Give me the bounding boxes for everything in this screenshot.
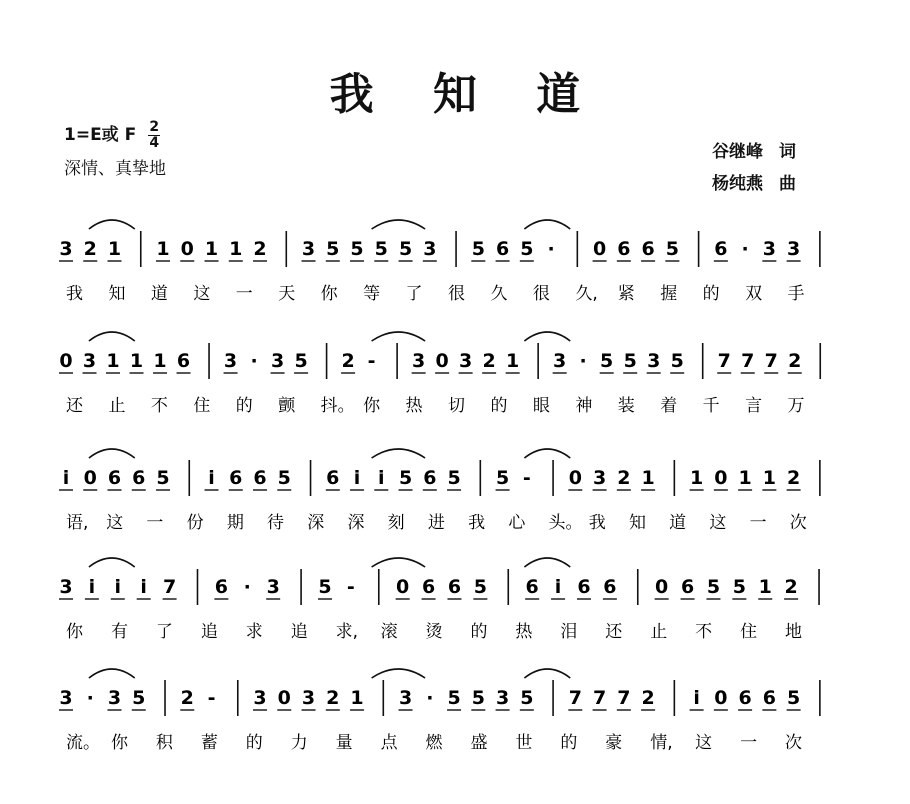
note: 6 — [176, 350, 191, 372]
note: · — [250, 350, 258, 372]
note: 0 — [277, 687, 291, 709]
note: 6 — [525, 576, 539, 598]
note: i — [114, 576, 122, 598]
lyric: 情, — [650, 733, 673, 753]
note: i — [378, 467, 385, 489]
lyric: 不 — [695, 622, 713, 642]
slur — [89, 332, 135, 341]
note: · — [426, 687, 434, 709]
system-4 — [52, 558, 819, 642]
system-3 — [52, 449, 820, 533]
lyrics-row — [66, 622, 802, 642]
lyric: 抖。 — [320, 396, 355, 416]
lyric: 住 — [193, 396, 211, 416]
note: 5 — [156, 467, 170, 489]
note: 1 — [106, 350, 120, 372]
note: 7 — [568, 687, 582, 709]
lyric: 紧 — [617, 284, 635, 304]
slur — [89, 558, 135, 567]
note: 5 — [294, 350, 308, 372]
notes-row — [52, 558, 819, 607]
lyric: 量 — [335, 733, 353, 753]
lyric: 盛 — [470, 733, 488, 753]
lyric: 等 — [363, 284, 381, 304]
lyric: 的 — [235, 396, 253, 416]
note: 5 — [398, 238, 413, 260]
lyric: 的 — [245, 733, 263, 753]
lyric: 我 — [66, 284, 83, 304]
note: 7 — [617, 687, 631, 709]
notes-row — [52, 220, 820, 269]
note: 0 — [83, 467, 97, 489]
note: 2 — [641, 687, 655, 709]
note: 3 — [266, 576, 280, 598]
note: 2 — [326, 687, 340, 709]
note: 2 — [482, 350, 496, 372]
note: 5 — [520, 238, 534, 260]
note: 5 — [350, 238, 364, 260]
note: 0 — [568, 467, 582, 489]
slur — [372, 669, 425, 678]
note: 0 — [180, 238, 194, 260]
lyric: 求 — [245, 622, 263, 642]
lyric: 蓄 — [200, 733, 218, 753]
lyric: 眼 — [532, 396, 550, 416]
note: 1 — [156, 238, 170, 260]
note: i — [88, 576, 96, 598]
note: 1 — [350, 687, 364, 709]
note: 1 — [689, 467, 704, 489]
note: 7 — [592, 687, 607, 709]
note: 3 — [253, 687, 267, 709]
lyric: 待 — [267, 513, 285, 533]
note: 3 — [59, 238, 73, 260]
lyric: 次 — [785, 733, 803, 753]
lyric: 止 — [108, 396, 126, 416]
note: 6 — [421, 576, 436, 598]
note: 5 — [520, 687, 534, 709]
note: 0 — [592, 238, 607, 260]
note: 3 — [423, 238, 437, 260]
note: 1 — [229, 238, 243, 260]
lyric: 份 — [186, 513, 204, 533]
lyric: 了 — [405, 284, 423, 304]
time-sig-top: 2 — [149, 118, 160, 135]
lyric: 刻 — [387, 513, 405, 533]
note: - — [522, 467, 531, 489]
note: 3 — [398, 687, 413, 709]
lyric: 力 — [290, 733, 308, 753]
lyric: 豪 — [605, 733, 623, 753]
lyric: 了 — [155, 622, 173, 642]
lyric: 很 — [532, 284, 550, 304]
note: 5 — [732, 576, 746, 598]
note: - — [346, 576, 355, 598]
system-2 — [52, 332, 820, 416]
lyric: 知 — [108, 284, 126, 304]
note: 6 — [738, 687, 752, 709]
slur — [524, 669, 570, 678]
note: 3 — [107, 687, 122, 709]
note: 7 — [764, 350, 778, 372]
lyric: 一 — [235, 284, 253, 304]
note: i — [693, 687, 700, 709]
lyric: 追 — [290, 622, 308, 642]
note: 2 — [787, 467, 801, 489]
note: 5 — [326, 238, 340, 260]
note: 1 — [506, 350, 520, 372]
note: 6 — [617, 238, 631, 260]
note: 2 — [788, 350, 802, 372]
note: 3 — [301, 687, 316, 709]
note: · — [741, 238, 749, 260]
lyric: 点 — [380, 733, 398, 753]
slur — [524, 558, 570, 567]
lyric: 深 — [307, 513, 325, 533]
lyric: 次 — [789, 513, 807, 533]
lyric: 你 — [363, 396, 381, 416]
note: 0 — [714, 467, 728, 489]
note: · — [86, 687, 94, 709]
note: 5 — [473, 576, 487, 598]
note: 3 — [762, 238, 776, 260]
slur — [524, 332, 570, 341]
time-sig-bottom: 4 — [149, 134, 160, 151]
lyric: 这 — [709, 513, 727, 533]
note: 5 — [471, 687, 485, 709]
note: 6 — [603, 576, 617, 598]
note: 1 — [738, 467, 752, 489]
lyric: 这 — [695, 733, 713, 753]
lyric: 心 — [508, 513, 526, 533]
note: - — [367, 350, 376, 372]
lyric: 你 — [320, 284, 338, 304]
lyric: 手 — [787, 284, 805, 304]
note: 7 — [162, 576, 177, 598]
lyric: 久 — [490, 284, 508, 304]
note: 3 — [223, 350, 238, 372]
note: 2 — [253, 238, 267, 260]
slur — [89, 449, 135, 458]
lyric: 流。 — [66, 733, 100, 753]
note: 7 — [717, 350, 731, 372]
lyric: 我 — [588, 513, 606, 533]
note: 6 — [132, 467, 146, 489]
lyric: 着 — [660, 396, 678, 416]
lyric: 积 — [155, 733, 173, 753]
lyric: 言 — [745, 396, 763, 416]
note: 6 — [326, 467, 340, 489]
slur — [372, 220, 425, 229]
lyric: 我 — [468, 513, 486, 533]
lyric: 止 — [650, 622, 668, 642]
note: - — [207, 687, 216, 709]
lyric: 装 — [617, 396, 635, 416]
note: 5 — [623, 350, 637, 372]
composer-role: 曲 — [779, 174, 796, 194]
note: 5 — [374, 238, 388, 260]
lyric: 不 — [150, 396, 168, 416]
lyric: 你 — [110, 733, 128, 753]
lyric: 滚 — [380, 622, 398, 642]
note: 6 — [447, 576, 462, 598]
note: 0 — [59, 350, 73, 372]
note: 3 — [495, 687, 510, 709]
slur — [372, 332, 425, 341]
note: 2 — [180, 687, 194, 709]
lyric: 热 — [405, 396, 423, 416]
note: 2 — [617, 467, 631, 489]
lyric: 追 — [200, 622, 218, 642]
lyric: 的 — [470, 622, 488, 642]
note: 1 — [153, 350, 167, 372]
lyricist-role: 词 — [779, 142, 796, 162]
note: 1 — [758, 576, 772, 598]
note: 5 — [787, 687, 801, 709]
note: 0 — [655, 576, 669, 598]
lyric: 切 — [448, 396, 465, 416]
note: i — [140, 576, 147, 598]
lyric: 还 — [66, 396, 83, 416]
note: · — [579, 350, 587, 372]
system-1 — [52, 220, 820, 304]
slur — [372, 558, 425, 567]
lyric: 这 — [193, 284, 211, 304]
lyric: 一 — [740, 733, 758, 753]
note: 7 — [741, 350, 755, 372]
composer-name: 杨纯燕 — [712, 174, 763, 194]
lyric: 的 — [490, 396, 508, 416]
lyric: 握 — [660, 284, 678, 304]
lyric: 一 — [749, 513, 767, 533]
note: 3 — [82, 350, 97, 372]
slur — [524, 449, 570, 458]
lyric: 深 — [347, 513, 365, 533]
note: 1 — [641, 467, 655, 489]
note: 6 — [680, 576, 695, 598]
lyric: 久, — [575, 284, 598, 304]
lyric: 神 — [575, 396, 593, 416]
note: 5 — [706, 576, 721, 598]
lyric: 道 — [669, 513, 687, 533]
note: 5 — [495, 467, 510, 489]
note: 1 — [129, 350, 144, 372]
note: 3 — [59, 576, 73, 598]
note: 6 — [423, 467, 437, 489]
lyric: 道 — [150, 284, 168, 304]
lyrics-row — [66, 395, 805, 416]
note: · — [243, 576, 251, 598]
lyrics-row — [66, 283, 805, 304]
note: i — [62, 467, 70, 489]
note: · — [547, 238, 555, 260]
note: 3 — [301, 238, 316, 260]
slur — [524, 220, 570, 229]
lyric: 很 — [448, 284, 465, 304]
note: 3 — [270, 350, 285, 372]
note: 5 — [447, 687, 461, 709]
note: 5 — [318, 576, 332, 598]
lyrics-row — [66, 513, 807, 533]
note: 5 — [600, 350, 614, 372]
note: 5 — [471, 238, 485, 260]
lyric: 你 — [66, 622, 83, 642]
note: 2 — [83, 238, 97, 260]
note: 5 — [132, 687, 146, 709]
lyric: 万 — [787, 396, 805, 416]
note: 1 — [107, 238, 122, 260]
song-title: 我 知 道 — [329, 69, 603, 120]
note: i — [353, 467, 361, 489]
slur — [372, 449, 425, 458]
note: i — [554, 576, 562, 598]
note: 3 — [459, 350, 473, 372]
note: 0 — [435, 350, 449, 372]
note: 1 — [204, 238, 219, 260]
lyric: 还 — [605, 622, 623, 642]
notes-row — [52, 669, 820, 718]
lyric: 的 — [702, 284, 720, 304]
lyric: 的 — [560, 733, 578, 753]
expression-mark: 深情、真挚地 — [64, 159, 166, 179]
note: 2 — [784, 576, 798, 598]
lyric: 知 — [628, 513, 646, 533]
lyric: 泪 — [560, 622, 578, 642]
note: 6 — [229, 467, 243, 489]
key-signature: 1=E或 F — [64, 125, 137, 145]
note: 3 — [787, 238, 801, 260]
lyric: 千 — [702, 396, 720, 416]
note: 5 — [670, 350, 684, 372]
note: 6 — [641, 238, 655, 260]
lyric: 燃 — [425, 733, 443, 753]
note: 3 — [59, 687, 73, 709]
slur — [89, 669, 135, 678]
note: 5 — [398, 467, 413, 489]
note: 0 — [714, 687, 728, 709]
note: 6 — [214, 576, 229, 598]
lyric: 地 — [785, 622, 803, 642]
lyric: 进 — [427, 513, 445, 533]
lyric: 住 — [740, 622, 758, 642]
note: 5 — [277, 467, 291, 489]
note: 5 — [665, 238, 679, 260]
lyric: 世 — [515, 733, 533, 753]
notes-row — [52, 449, 820, 498]
lyric: 烫 — [425, 622, 443, 642]
note: 3 — [553, 350, 567, 372]
lyric: 头。 — [548, 513, 583, 533]
note: i — [208, 467, 215, 489]
note: 6 — [107, 467, 122, 489]
lyric: 有 — [110, 622, 128, 642]
notes-row — [52, 332, 820, 381]
note: 1 — [762, 467, 776, 489]
system-5 — [52, 669, 820, 753]
lyric: 期 — [226, 513, 244, 533]
slur — [89, 220, 135, 229]
note: 6 — [253, 467, 267, 489]
note: 3 — [592, 467, 607, 489]
note: 0 — [396, 576, 410, 598]
note: 6 — [495, 238, 510, 260]
lyric: 天 — [278, 284, 296, 304]
lyric: 求, — [335, 622, 359, 642]
note: 6 — [762, 687, 776, 709]
lyric: 颤 — [278, 396, 296, 416]
note: 5 — [447, 467, 461, 489]
lyrics-row — [66, 733, 802, 753]
note: 6 — [577, 576, 591, 598]
lyric: 热 — [515, 622, 533, 642]
lyric: 一 — [146, 513, 164, 533]
note: 6 — [714, 238, 728, 260]
note: 3 — [647, 350, 661, 372]
lyric: 这 — [106, 513, 124, 533]
lyric: 双 — [745, 284, 763, 304]
lyric: 语, — [66, 513, 89, 533]
lyricist-name: 谷继峰 — [712, 142, 763, 162]
note: 3 — [411, 350, 426, 372]
note: 2 — [341, 350, 355, 372]
